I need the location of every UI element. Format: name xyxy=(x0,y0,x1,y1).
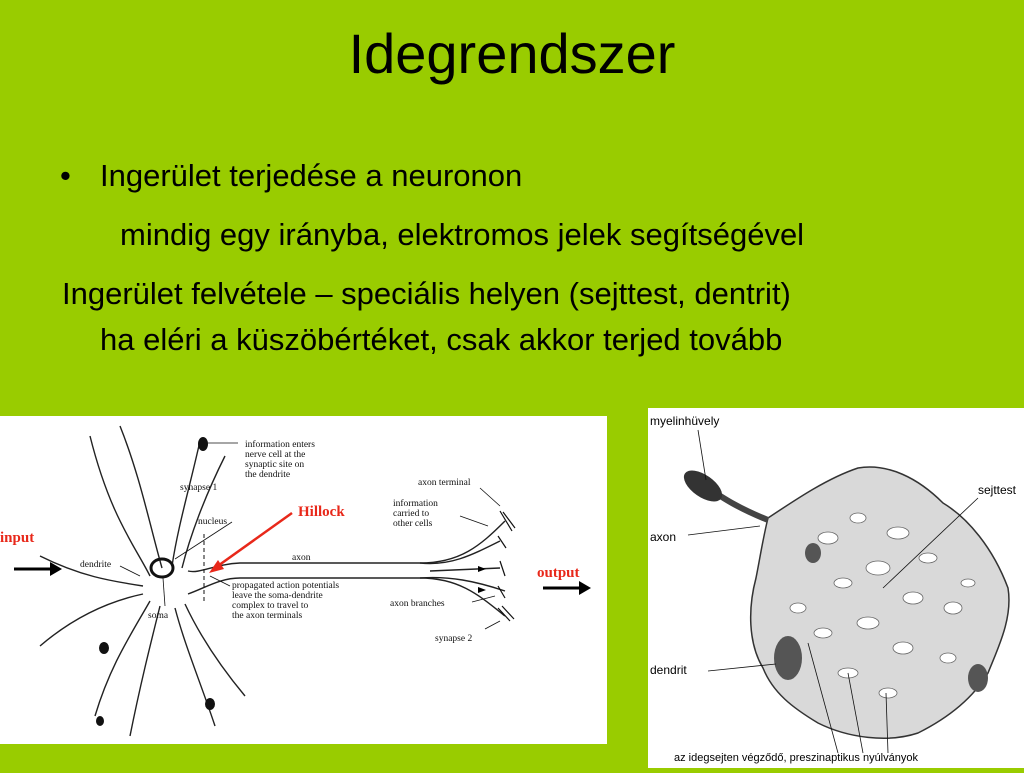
text-line-2: mindig egy irányba, elektromos jelek segítségével xyxy=(120,217,805,252)
figure-caption: az idegsejten végződő, preszinaptikus nyúlványok xyxy=(674,752,918,764)
label-myelin: myelinhüvely xyxy=(650,414,720,428)
info-carried-3: other cells xyxy=(393,519,433,529)
label-sejttest: sejttest xyxy=(978,483,1017,497)
text-line-4: ha eléri a küszöbértéket, csak akkor terjed tovább xyxy=(100,322,783,357)
label-dendrite: dendrite xyxy=(80,560,112,570)
label-output: output xyxy=(537,565,580,581)
info-carried-2: carried to xyxy=(393,509,430,519)
info-enters-3: synaptic site on xyxy=(245,460,305,470)
label-soma: soma xyxy=(148,611,169,621)
output-arrow xyxy=(543,581,591,595)
input-arrow xyxy=(14,562,62,576)
neuron-diagram xyxy=(0,416,607,744)
label-axon-hu: axon xyxy=(650,530,677,544)
label-synapse1: synapse 1 xyxy=(180,483,218,493)
myelin-sheath xyxy=(679,464,728,507)
label-axon-branches: axon branches xyxy=(390,599,445,609)
cell-body-svg xyxy=(648,408,1024,768)
label-axon-terminal: axon terminal xyxy=(418,478,471,488)
label-nucleus: nucleus xyxy=(198,517,228,527)
info-enters-2: nerve cell at the xyxy=(245,450,306,460)
info-enters-4: the dendrite xyxy=(245,470,291,480)
cell-body-shape xyxy=(751,467,1009,738)
neuron-diagram-svg xyxy=(0,416,607,744)
direction-arrows xyxy=(478,566,486,593)
label-hillock: Hillock xyxy=(298,504,345,520)
prop-1: propagated action potentials xyxy=(232,581,340,591)
info-carried-1: information xyxy=(393,499,438,509)
text-line-3: Ingerület felvétele – speciális helyen (sejttest, dentrit) xyxy=(62,276,791,311)
slide-title: Idegrendszer xyxy=(348,22,676,85)
axon-terminals xyxy=(498,511,515,621)
prop-4: the axon terminals xyxy=(232,611,303,621)
label-dendrit: dendrit xyxy=(650,663,687,677)
bullet-dot: • xyxy=(60,158,71,193)
label-synapse2: synapse 2 xyxy=(435,634,473,644)
label-input: input xyxy=(0,530,35,546)
bullet-text-1: Ingerület terjedése a neuronon xyxy=(100,158,523,193)
prop-3: complex to travel to xyxy=(232,601,309,611)
prop-2: leave the soma-dendrite xyxy=(232,591,323,601)
cell-body-illustration xyxy=(648,408,1024,768)
label-axon: axon xyxy=(292,553,311,563)
info-enters-1: information enters xyxy=(245,440,315,450)
